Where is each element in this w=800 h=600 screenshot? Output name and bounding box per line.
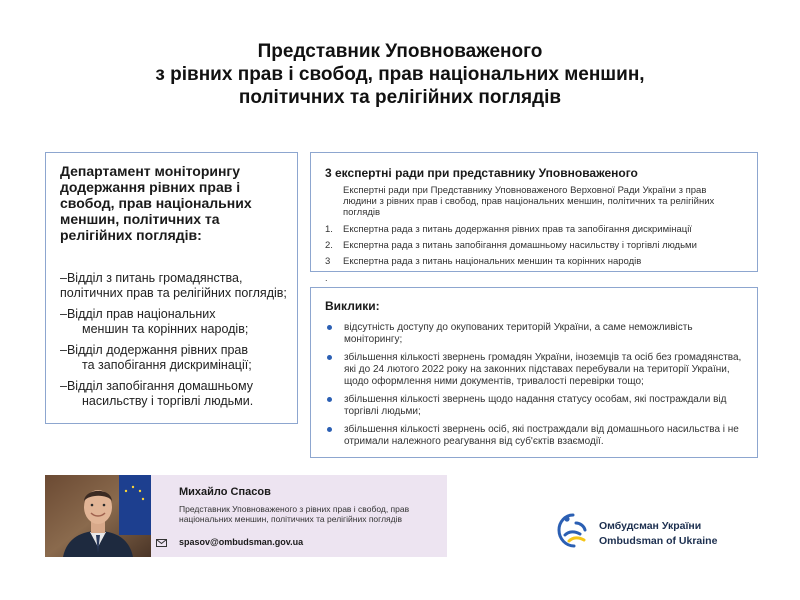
page-title-line1: Представник Уповноваженого bbox=[257, 41, 543, 62]
department-item-line1: –Відділ запобігання домашньому bbox=[60, 379, 253, 393]
department-item bbox=[60, 343, 287, 373]
avatar bbox=[45, 475, 151, 557]
list-item bbox=[325, 424, 745, 448]
page-title-line2: з рівних прав і свобод, прав національних меншин, bbox=[155, 64, 645, 85]
list-item-number: 1. bbox=[325, 224, 333, 235]
list-item bbox=[325, 240, 745, 251]
department-item bbox=[60, 271, 287, 301]
bullet-icon bbox=[327, 427, 332, 432]
contact-role: Представник Уповноваженого з рівних прав і свобод, прав національних меншин, політичних та релігійних поглядів bbox=[179, 504, 410, 524]
list-item bbox=[325, 322, 745, 346]
page-title bbox=[0, 40, 800, 109]
department-item-line1: –Відділ з питань громадянства, bbox=[60, 271, 243, 285]
councils-list bbox=[325, 224, 745, 267]
mail-icon bbox=[156, 539, 167, 547]
page-title-line3: політичних та релігійних поглядів bbox=[238, 87, 562, 108]
list-item-text: збільшення кількості звернень щодо надання статусу особам, які постраждали від торгівлі людьми; bbox=[344, 394, 727, 417]
challenges-box bbox=[310, 287, 758, 458]
list-item-text: відсутність доступу до окупованих територій України, а саме неможливість моніторингу; bbox=[344, 322, 693, 345]
challenges-list bbox=[325, 322, 745, 448]
list-item-text: Експертна рада з питань додержання рівних прав та запобігання дискримінації bbox=[343, 224, 692, 235]
ombudsman-logo bbox=[553, 511, 753, 551]
challenges-title: Виклики: bbox=[325, 299, 380, 313]
department-box bbox=[45, 152, 298, 424]
logo-text-en: Ombudsman of Ukraine bbox=[599, 535, 718, 547]
list-item bbox=[325, 352, 745, 388]
department-item bbox=[60, 379, 287, 409]
list-item-number: 2. bbox=[325, 240, 333, 251]
bullet-icon bbox=[327, 355, 332, 360]
department-title: Департамент моніторингу додержання рівних прав і свобод, прав національних меншин, політичних та релігійних поглядів: bbox=[60, 163, 252, 243]
department-item-line2: меншин та корінних народів; bbox=[82, 322, 249, 336]
department-item-line2: насильству і торгівлі людьми. bbox=[82, 394, 254, 408]
councils-title: 3 експертні ради при представнику Уповноваженого bbox=[325, 166, 638, 180]
list-item-text: Експертна рада з питань національних меншин та корінних народів bbox=[343, 256, 642, 267]
contact-card bbox=[45, 475, 447, 557]
list-item-text: Експертна рада з питань запобігання домашньому насильству і торгівлі людьми bbox=[343, 240, 697, 251]
expert-councils-box bbox=[310, 152, 758, 272]
contact-email[interactable]: spasov@ombudsman.gov.ua bbox=[179, 537, 304, 547]
list-item-number: 3 bbox=[325, 256, 331, 267]
bullet-icon bbox=[327, 397, 332, 402]
ombudsman-logo-icon bbox=[553, 511, 593, 551]
department-item bbox=[60, 307, 287, 337]
department-item-line2: політичних прав та релігійних поглядів; bbox=[60, 286, 287, 300]
list-item bbox=[325, 224, 745, 235]
councils-description: Експертні ради при Представнику Уповноваженого Верховної Ради України з прав людини з рівних прав і свобод, прав національних меншин, політичних та релігійних поглядів bbox=[343, 185, 715, 218]
contact-name: Михайло Спасов bbox=[179, 486, 271, 498]
department-item-line2: та запобігання дискримінації; bbox=[82, 358, 252, 372]
bullet-icon bbox=[327, 325, 332, 330]
logo-text-ua: Омбудсман України bbox=[599, 520, 702, 532]
list-item-text: збільшення кількості звернень громадян України, іноземців та осіб без громадянства, які до 24 лютого 2022 року на законних підставах перебували на території України, щодо оформлення ними документів, тривалості перевірки тощо; bbox=[344, 352, 742, 387]
department-item-line1: –Відділ прав національних bbox=[60, 307, 216, 321]
list-item-text: збільшення кількості звернень осіб, які постраждали від домашнього насильства і не отримали належного реагування від суб'єктів взаємодії. bbox=[344, 424, 739, 447]
councils-trailing-mark: . bbox=[325, 273, 328, 283]
list-item bbox=[325, 394, 745, 418]
department-item-line1: –Відділ додержання рівних прав bbox=[60, 343, 249, 357]
list-item bbox=[325, 256, 745, 267]
